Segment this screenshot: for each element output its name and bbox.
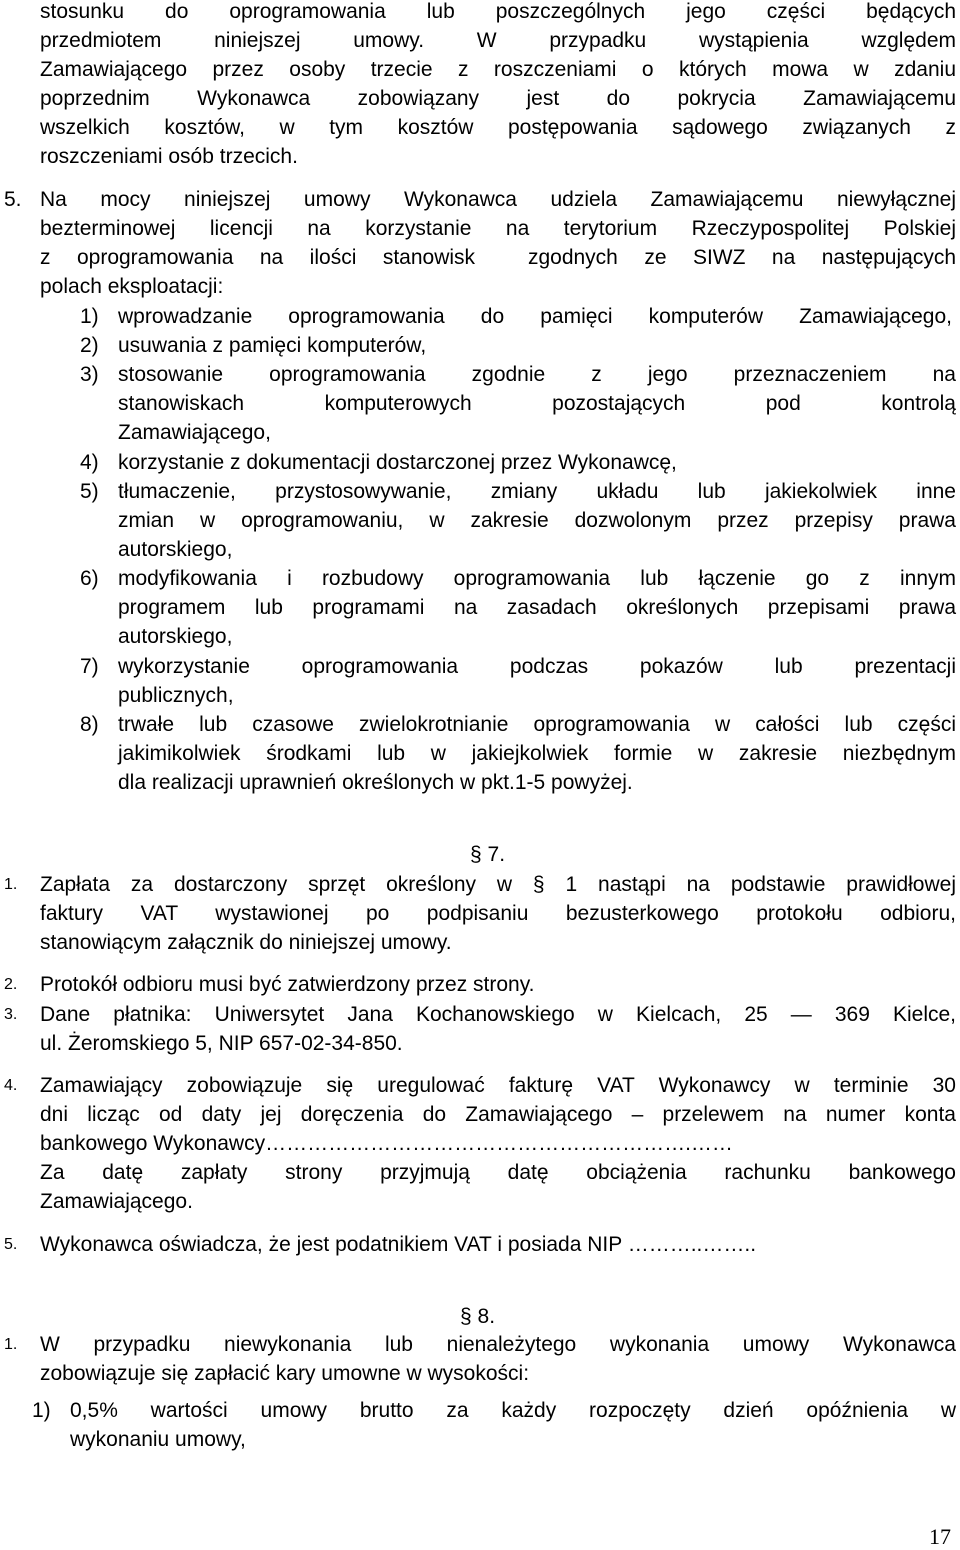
list-item-text: stanowiskach komputerowych pozostających pod kontrolą	[118, 392, 956, 415]
list-item-text: Zamawiającego,	[118, 421, 271, 444]
list-item-text: Protokół odbioru musi być zatwierdzony przez strony.	[40, 973, 535, 996]
list-item-number: 2.	[4, 976, 18, 993]
text-line: przedmiotem niniejszej umowy. W przypadku wystąpienia względem	[40, 29, 956, 52]
section-heading: § 7.	[470, 843, 506, 866]
paragraph-number: 5.	[4, 188, 22, 211]
list-item-text: wykonaniu umowy,	[70, 1428, 246, 1451]
list-item-text: faktury VAT wystawionej po podpisaniu bezusterkowego protokołu odbioru,	[40, 902, 956, 925]
list-item-text: programem lub programami na zasadach określonych przepisami prawa	[118, 596, 956, 619]
list-item-text: dni licząc od daty jej doręczenia do Zamawiającego – przelewem na numer konta	[40, 1103, 956, 1126]
list-item-number: 1)	[80, 305, 99, 328]
text-line: poprzednim Wykonawca zobowiązany jest do pokrycia Zamawiającemu	[40, 87, 956, 110]
list-item-text: tłumaczenie, przystosowywanie, zmiany układu lub jakiekolwiek inne	[118, 480, 956, 503]
list-item-text: Dane płatnika: Uniwersytet Jana Kochanowskiego w Kielcach, 25 — 369 Kielce,	[40, 1003, 956, 1026]
list-item-number: 5)	[80, 480, 99, 503]
list-item-text: Zapłata za dostarczony sprzęt określony w § 1 nastąpi na podstawie prawidłowej	[40, 873, 956, 896]
list-item-number: 4)	[80, 451, 99, 474]
list-item-text: autorskiego,	[118, 538, 233, 561]
text-line: wszelkich kosztów, w tym kosztów postępowania sądowego związanych z	[40, 116, 956, 139]
list-item-text: ul. Żeromskiego 5, NIP 657-02-34-850.	[40, 1032, 403, 1055]
list-item-text: usuwania z pamięci komputerów,	[118, 334, 427, 357]
list-item-text: publicznych,	[118, 684, 234, 707]
text-line: bezterminowej licencji na korzystanie na terytorium Rzeczypospolitej Polskiej	[40, 217, 956, 240]
list-item-text: W przypadku niewykonania lub nienależytego wykonania umowy Wykonawca	[40, 1333, 956, 1356]
list-item-text: Zamawiający zobowiązuje się uregulować fakturę VAT Wykonawcy w terminie 30	[40, 1074, 956, 1097]
list-item-number: 2)	[80, 334, 99, 357]
list-item-number: 7)	[80, 655, 99, 678]
list-item-number: 3.	[4, 1006, 18, 1023]
text-line: polach eksploatacji:	[40, 275, 224, 298]
list-item-text: autorskiego,	[118, 625, 233, 648]
page-number: 17	[929, 1524, 951, 1549]
list-item-number: 6)	[80, 567, 99, 590]
list-item-number: 5.	[4, 1236, 18, 1253]
list-item-number: 1)	[32, 1399, 51, 1422]
list-item-text: stosowanie oprogramowania zgodnie z jego przeznaczeniem na	[118, 363, 956, 386]
list-item-text: zmian w oprogramowaniu, w zakresie dozwolonym przez przepisy prawa	[118, 509, 956, 532]
list-item-text: wykorzystanie oprogramowania podczas pokazów lub prezentacji	[118, 655, 956, 678]
list-item-text: wprowadzanie oprogramowania do pamięci komputerów Zamawiającego,	[118, 305, 952, 328]
list-item-text: modyfikowania i rozbudowy oprogramowania lub łączenie go z innym	[118, 567, 956, 590]
section-heading: § 8.	[460, 1305, 496, 1328]
list-item-number: 1.	[4, 876, 18, 893]
list-item-text: korzystanie z dokumentacji dostarczonej przez Wykonawcę,	[118, 451, 677, 474]
text-line: stosunku do oprogramowania lub poszczególnych jego części będących	[40, 0, 956, 23]
list-item-text: Wykonawca oświadcza, że jest podatnikiem VAT i posiada NIP ………..……..	[40, 1233, 757, 1256]
text-line: z oprogramowania na ilości stanowisk zgodnych ze SIWZ na następujących	[40, 246, 956, 269]
list-item-text: 0,5% wartości umowy brutto za każdy rozpoczęty dzień opóźnienia w	[70, 1399, 956, 1422]
text-line: Na mocy niniejszej umowy Wykonawca udziela Zamawiającemu niewyłącznej	[40, 188, 956, 211]
list-item-text: trwałe lub czasowe zwielokrotnianie oprogramowania w całości lub części	[118, 713, 956, 736]
list-item-number: 1.	[4, 1336, 18, 1353]
list-item-text: zobowiązuje się zapłacić kary umowne w wysokości:	[40, 1362, 530, 1385]
list-item-text: Za datę zapłaty strony przyjmują datę obciążenia rachunku bankowego	[40, 1161, 956, 1184]
list-item-number: 8)	[80, 713, 99, 736]
text-line: Zamawiającego przez osoby trzecie z roszczeniami o których mowa w zdaniu	[40, 58, 956, 81]
list-item-text: bankowego Wykonawcy…………………………………………………….……	[40, 1132, 733, 1155]
list-item-text: jakimikolwiek środkami lub w jakiejkolwiek formie w zakresie niezbędnym	[118, 742, 956, 765]
list-item-text: Zamawiającego.	[40, 1190, 193, 1213]
list-item-text: dla realizacji uprawnień określonych w pkt.1-5 powyżej.	[118, 771, 633, 794]
list-item-number: 3)	[80, 363, 99, 386]
list-item-number: 4.	[4, 1077, 18, 1094]
text-line: roszczeniami osób trzecich.	[40, 145, 298, 168]
list-item-text: stanowiącym załącznik do niniejszej umowy.	[40, 931, 452, 954]
